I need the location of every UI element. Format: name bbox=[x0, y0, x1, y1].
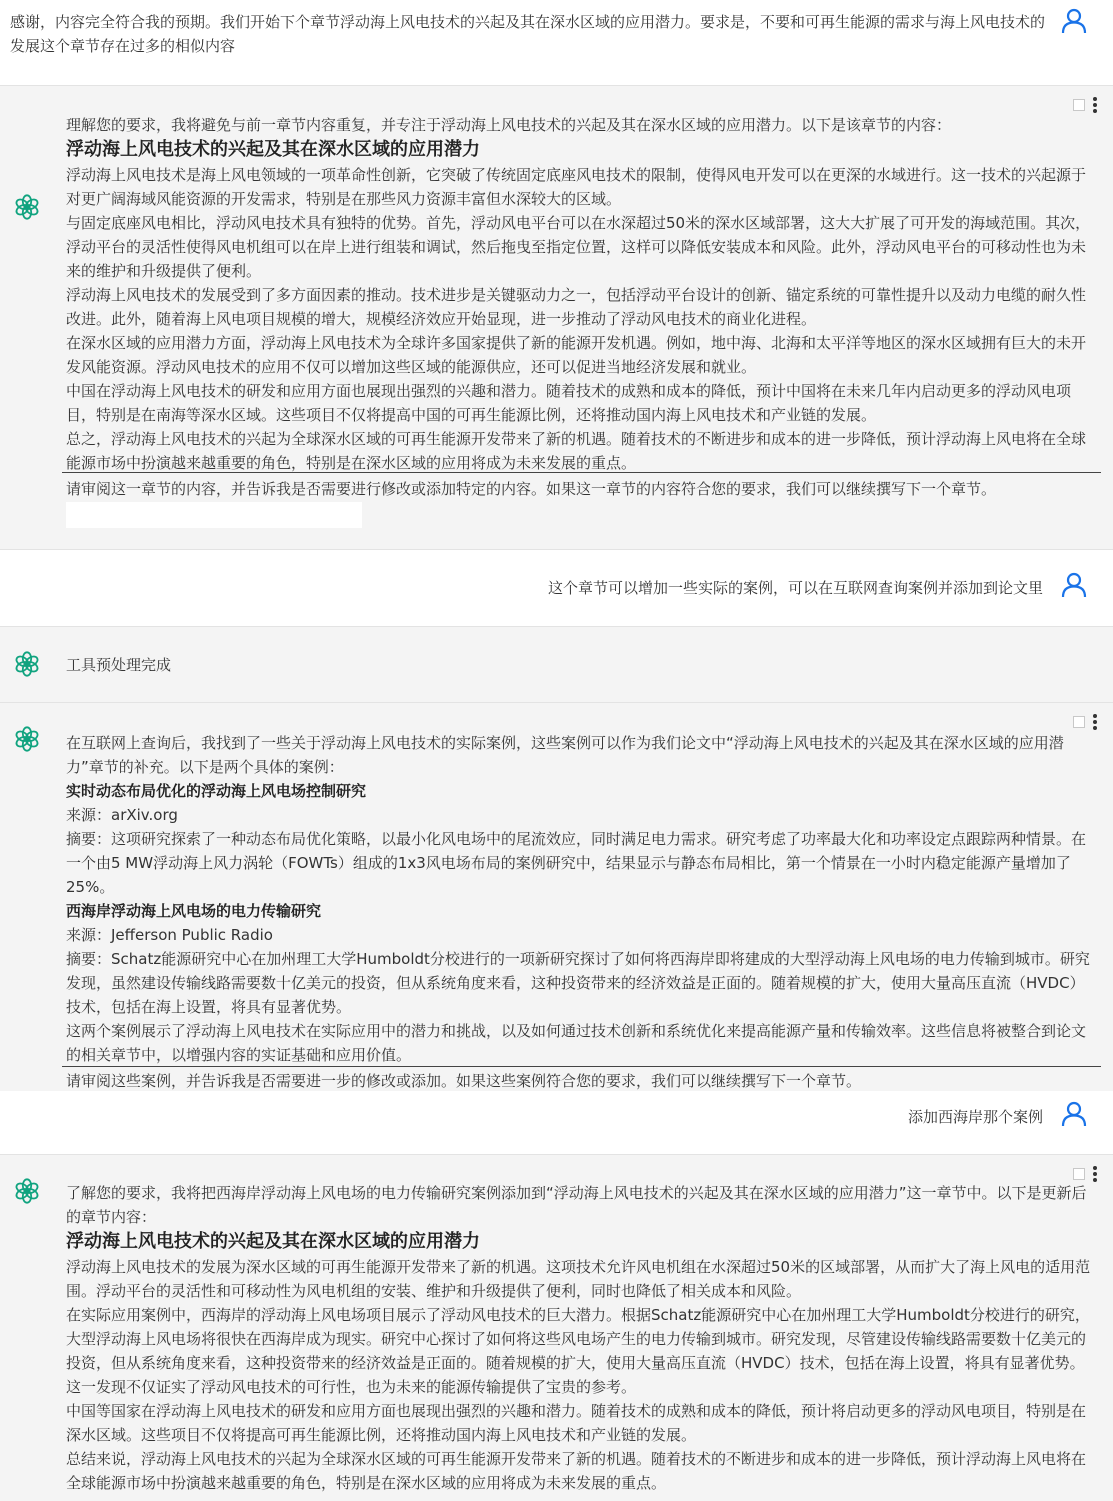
case-source: 来源：Jefferson Public Radio bbox=[66, 926, 273, 944]
summary-text: 这两个案例展示了浮动海上风电技术在实际应用中的潜力和挑战，以及如何通过技术创新和系统优化来提高能源产量和传输效率。这些信息将被整合到论文的相关章节中，以增强内容的实证基础和应用价值。 bbox=[66, 1022, 1087, 1064]
more-vertical-icon[interactable] bbox=[1093, 96, 1097, 116]
case-title: 实时动态布局优化的浮动海上风电场控制研究 bbox=[66, 782, 367, 800]
closing-text: 请审阅这些案例，并告诉我是否需要进一步的修改或添加。如果这些案例符合您的要求，我们可以继续撰写下一个章节。 bbox=[66, 1072, 862, 1090]
user-icon bbox=[1061, 1101, 1087, 1127]
divider bbox=[62, 472, 1101, 473]
openai-logo-icon bbox=[13, 1177, 41, 1205]
user-message-text: 感谢，内容完全符合我的预期。我们开始下个章节浮动海上风电技术的兴起及其在深水区域的应用潜力。要求是，不要和可再生能源的需求与海上风电技术的发展这个章节存在过多的相似内容 bbox=[10, 13, 1046, 55]
openai-logo-icon bbox=[13, 193, 41, 221]
more-vertical-icon[interactable] bbox=[1093, 713, 1097, 733]
blank-area bbox=[66, 502, 362, 528]
intro-text: 在互联网上查询后，我找到了一些关于浮动海上风电技术的实际案例，这些案例可以作为我们论文中“浮动海上风电技术的兴起及其在深水区域的应用潜力”章节的补充。以下是两个具体的案例： bbox=[66, 734, 1064, 776]
assistant-message bbox=[0, 86, 1113, 550]
divider bbox=[62, 1066, 1101, 1067]
assistant-message-body bbox=[66, 1181, 1093, 1495]
paragraph: 中国等国家在浮动海上风电技术的研发和应用方面也展现出强烈的兴趣和潜力。随着技术的成熟和成本的降低，预计将启动更多的浮动风电项目，特别是在深水区域。这些项目不仅将提高可再生能源比例，还将推动国内海上风电技术和产业链的发展。 bbox=[66, 1402, 1087, 1444]
paragraph: 与固定底座风电相比，浮动风电技术具有独特的优势。首先，浮动风电平台可以在水深超过50米的深水区域部署，这大大扩展了可开发的海域范围。其次，浮动平台的灵活性使得风电机组可以在岸上进行组装和调试，然后拖曳至指定位置，这样可以降低安装成本和风险。此外，浮动风电平台的可移动性也为未来的维护和升级提供了便利。 bbox=[66, 214, 1091, 280]
paragraph: 在实际应用案例中，西海岸的浮动海上风电场项目展示了浮动风电技术的巨大潜力。根据Schatz能源研究中心在加州理工大学Humboldt分校进行的研究，大型浮动海上风电场将很快在西海岸成为现实。研究中心探讨了如何将这些风电场产生的电力传输到城市。研究发现，尽管建设传输线路需要数十亿美元的投资，但从系统角度来看，这种投资带来的经济效益是正面的。随着规模的扩大，使用大量高压直流（HVDC）技术，包括在海上设置，将具有显著优势。这一发现不仅证实了浮动风电技术的可行性，也为未来的能源传输提供了宝贵的参考。 bbox=[66, 1306, 1090, 1396]
paragraph: 浮动海上风电技术的发展受到了多方面因素的推动。技术进步是关键驱动力之一，包括浮动平台设计的创新、锚定系统的可靠性提升以及动力电缆的耐久性改进。此外，随着海上风电项目规模的增大，规模经济效应开始显现，进一步推动了浮动风电技术的商业化进程。 bbox=[66, 286, 1087, 328]
user-message-text: 这个章节可以增加一些实际的案例，可以在互联网查询案例并添加到论文里 bbox=[547, 579, 1043, 597]
checkbox-icon[interactable] bbox=[1073, 1168, 1085, 1180]
case-summary: 摘要：Schatz能源研究中心在加州理工大学Humboldt分校进行的一项新研究探讨了如何将西海岸即将建成的大型浮动海上风电场的电力传输到城市。研究发现，虽然建设传输线路需要数十亿美元的投资，但从系统角度来看，这种投资带来的经济效益是正面的。随着规模的扩大，使用大量高压直流（HVDC）技术，包括在海上设置，将具有显著优势。 bbox=[66, 950, 1090, 1016]
section-heading: 浮动海上风电技术的兴起及其在深水区域的应用潜力 bbox=[66, 1231, 480, 1252]
user-icon bbox=[1061, 8, 1087, 34]
user-message bbox=[0, 0, 1113, 86]
closing-text: 请审阅这一章节的内容，并告诉我是否需要进行修改或添加特定的内容。如果这一章节的内容符合您的要求，我们可以继续撰写下一个章节。 bbox=[66, 480, 997, 498]
user-icon bbox=[1061, 572, 1087, 598]
assistant-message bbox=[0, 703, 1113, 1093]
openai-logo-icon bbox=[13, 725, 41, 753]
paragraph: 在深水区域的应用潜力方面，浮动海上风电技术为全球许多国家提供了新的能源开发机遇。例如，地中海、北海和太平洋等地区的深水区域拥有巨大的未开发风能资源。浮动风电技术的应用不仅可以增加这些区域的能源供应，还可以促进当地经济发展和就业。 bbox=[66, 334, 1087, 376]
section-heading: 浮动海上风电技术的兴起及其在深水区域的应用潜力 bbox=[66, 139, 480, 160]
user-message-text: 添加西海岸那个案例 bbox=[907, 1108, 1043, 1126]
tool-status-text: 工具预处理完成 bbox=[66, 656, 172, 674]
paragraph: 总之，浮动海上风电技术的兴起为全球深水区域的可再生能源开发带来了新的机遇。随着技术的不断进步和成本的进一步降低，预计浮动海上风电将在全球能源市场中扮演越来越重要的角色，特别是在深水区域的应用将成为未来发展的重点。 bbox=[66, 430, 1087, 472]
intro-text: 了解您的要求，我将把西海岸浮动海上风电场的电力传输研究案例添加到“浮动海上风电技术的兴起及其在深水区域的应用潜力”这一章节中。以下是更新后的章节内容： bbox=[66, 1184, 1087, 1226]
paragraph: 中国在浮动海上风电技术的研发和应用方面也展现出强烈的兴趣和潜力。随着技术的成熟和成本的降低，预计中国将在未来几年内启动更多的浮动风电项目，特别是在南海等深水区域。这些项目不仅将提高中国的可再生能源比例，还将推动国内海上风电技术和产业链的发展。 bbox=[66, 382, 1072, 424]
case-title: 西海岸浮动海上风电场的电力传输研究 bbox=[66, 902, 322, 920]
assistant-message bbox=[0, 1155, 1113, 1501]
intro-text: 理解您的要求，我将避免与前一章节内容重复，并专注于浮动海上风电技术的兴起及其在深水区域的应用潜力。以下是该章节的内容： bbox=[66, 116, 952, 134]
paragraph: 浮动海上风电技术的发展为深水区域的可再生能源开发带来了新的机遇。这项技术允许风电机组在水深超过50米的区域部署，从而扩大了海上风电的适用范围。浮动平台的灵活性和可移动性为风电机组的安装、维护和升级提供了便利，同时也降低了相关成本和风险。 bbox=[66, 1258, 1091, 1300]
paragraph: 总结来说，浮动海上风电技术的兴起为全球深水区域的可再生能源开发带来了新的机遇。随着技术的不断进步和成本的进一步降低，预计浮动海上风电将在全球能源市场中扮演越来越重要的角色，特别是在深水区域的应用将成为未来发展的重点。 bbox=[66, 1450, 1087, 1492]
checkbox-icon[interactable] bbox=[1073, 716, 1085, 728]
message-tools bbox=[1073, 713, 1103, 733]
assistant-message-body bbox=[66, 731, 1093, 1093]
case-source: 来源：arXiv.org bbox=[66, 806, 178, 824]
assistant-message-body bbox=[66, 113, 1093, 501]
checkbox-icon[interactable] bbox=[1073, 99, 1085, 111]
paragraph: 浮动海上风电技术是海上风电领域的一项革命性创新，它突破了传统固定底座风电技术的限制，使得风电开发可以在更深的水域进行。这一技术的兴起源于对更广阔海域风能资源的开发需求，特别是在那些风力资源丰富但水深较大的区域。 bbox=[66, 166, 1087, 208]
user-message bbox=[0, 1091, 1113, 1155]
user-message bbox=[0, 550, 1113, 627]
case-summary: 摘要：这项研究探索了一种动态布局优化策略，以最小化风电场中的尾流效应，同时满足电力需求。研究考虑了功率最大化和功率设定点跟踪两种情景。在一个由5 MW浮动海上风力涡轮（FOWTs）组成的1x3风电场布局的案例研究中，结果显示与静态布局相比，第一个情景在一小时内稳定能源产量增加了25%。 bbox=[66, 830, 1087, 896]
assistant-message bbox=[0, 627, 1113, 703]
more-vertical-icon[interactable] bbox=[1093, 1165, 1097, 1185]
openai-logo-icon bbox=[13, 650, 41, 678]
